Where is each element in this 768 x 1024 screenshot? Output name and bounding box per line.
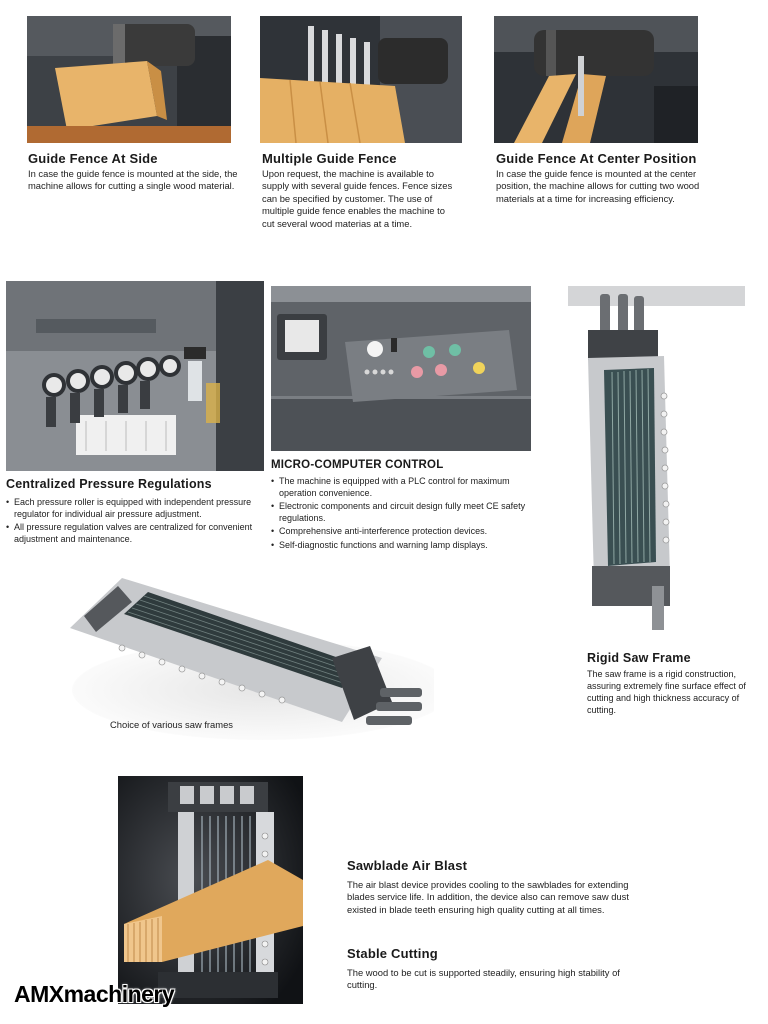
pressure-bullet: • Each pressure roller is equipped with independent pressure regulator for individual air pressure adjustment.	[6, 497, 268, 520]
micro-bullet: • Electronic components and circuit design fully meet CE safety regulations.	[271, 501, 533, 524]
rigid-section	[587, 651, 747, 716]
micro-bullet: • Self-diagnostic functions and warning lamp displays.	[271, 540, 533, 552]
air-blast-photo	[118, 776, 303, 1004]
pressure-title: Centralized Pressure Regulations	[6, 477, 212, 491]
rigid-saw-frame-photo	[568, 286, 745, 636]
stable-section	[347, 946, 637, 992]
rigid-title: Rigid Saw Frame	[587, 651, 691, 665]
micro-bullet: • Comprehensive anti-interference protection devices.	[271, 526, 533, 538]
micro-title: MICRO-COMPUTER CONTROL	[271, 459, 444, 471]
pressure-section	[6, 477, 268, 547]
multiple-title: Multiple Guide Fence	[262, 151, 397, 166]
amx-watermark-logo: AMXmachinery	[14, 981, 175, 1007]
micro-section	[271, 458, 533, 554]
center-section	[496, 151, 700, 205]
pressure-bullet: • All pressure regulation valves are centralized for convenient adjustment and maintenance.	[6, 522, 268, 545]
pressure-bullets	[6, 497, 268, 545]
side-text: In case the guide fence is mounted at the side, the machine allows for cutting a single wood material.	[28, 168, 238, 192]
micro-bullet: • The machine is equipped with a PLC control for maximum operation convenience.	[271, 476, 533, 499]
center-title: Guide Fence At Center Position	[496, 151, 697, 166]
saw-frames-caption: Choice of various saw frames	[110, 719, 233, 730]
airblast-title: Sawblade Air Blast	[347, 858, 468, 873]
multiple-guide-fence-photo	[260, 16, 462, 143]
multiple-text: Upon request, the machine is available to supply with several guide fences. Fence sizes can be specified by customer. The use of multiple guide fence enables the machine to cut several wood materias at a time.	[262, 168, 453, 229]
guide-fence-side-photo	[27, 16, 231, 143]
stable-title: Stable Cutting	[347, 946, 438, 961]
control-panel-photo	[271, 286, 531, 451]
multiple-section	[262, 151, 458, 230]
guide-fence-center-photo	[494, 16, 698, 143]
stable-text: The wood to be cut is supported steadily, ensuring high stability of cutting.	[347, 967, 620, 991]
micro-bullets	[271, 476, 533, 552]
airblast-section	[347, 858, 637, 916]
center-text: In case the guide fence is mounted at the center position, the machine allows for cutting two wood materials at a time for increasing efficiency.	[496, 168, 700, 204]
airblast-text: The air blast device provides cooling to the sawblades for extending blades service life. In addition, the device also can remove saw dust existed in blade teeth ensuring high quality cutting at all times.	[347, 879, 629, 915]
side-title: Guide Fence At Side	[28, 151, 158, 166]
side-section	[28, 151, 238, 193]
rigid-text: The saw frame is a rigid construction, assuring extremely fine surface effect of cutting and high thickness accuracy of cutting.	[587, 669, 746, 715]
pressure-regulators-photo	[6, 281, 264, 471]
